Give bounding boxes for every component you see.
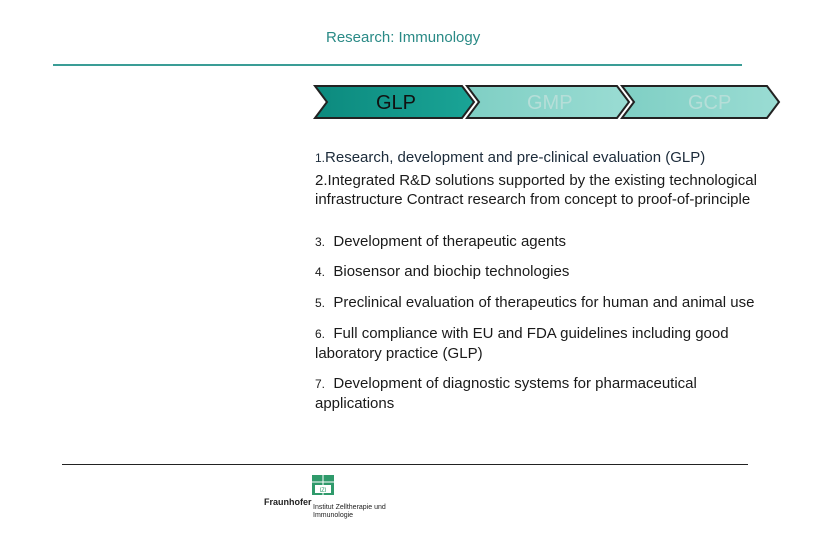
brand-name: Fraunhofer: [264, 497, 312, 507]
list-item-number: 4.: [315, 265, 326, 279]
logo-box-text: IZI: [319, 488, 327, 494]
list-item: [315, 374, 755, 413]
heading-text: Research, development and pre-clinical evaluation (GLP): [325, 149, 706, 166]
list-item-text: Development of therapeutic agents: [333, 233, 567, 250]
chevron-label-gmp: GMP: [527, 92, 573, 114]
chevron-label-glp: GLP: [376, 92, 417, 114]
list-item-text: Preclinical evaluation of therapeutics for human and animal use: [333, 294, 755, 311]
list-item-number: 7.: [315, 377, 326, 391]
fraunhofer-izi-logo-icon: [312, 475, 334, 495]
list-item: [315, 262, 795, 282]
list-item-text: Biosensor and biochip technologies: [333, 263, 570, 280]
list-item-number: 5.: [315, 296, 326, 310]
list-item-number: 3.: [315, 235, 326, 249]
title-divider: [53, 64, 742, 66]
list-item-text: Full compliance with EU and FDA guidelines including good laboratory practice (GLP): [315, 325, 729, 362]
list-item-number: 6.: [315, 327, 326, 341]
heading-number: 1.: [315, 151, 326, 165]
footer-divider: [62, 464, 748, 465]
list-item: [315, 232, 795, 252]
list-item: [315, 324, 735, 363]
paragraph-2: 2.Integrated R&D solutions supported by the existing technological infrastructure Contract research from concept to proof-of-principle: [315, 172, 757, 208]
institute-name: Institut Zelltherapie und Immunologie: [313, 504, 386, 519]
chevron-label-gcp: GCP: [688, 92, 732, 114]
section-heading: [315, 148, 705, 168]
page-title: Research: Immunology: [326, 29, 481, 46]
list-item-text: Development of diagnostic systems for pharmaceutical applications: [315, 375, 697, 412]
list-item: [315, 293, 795, 313]
